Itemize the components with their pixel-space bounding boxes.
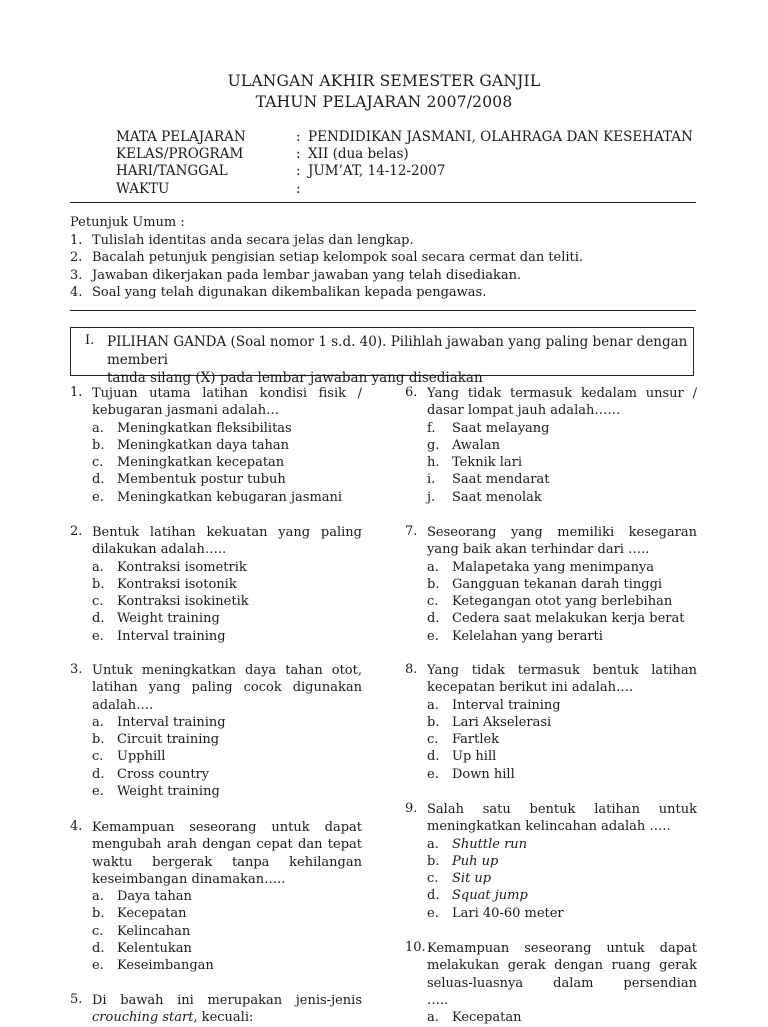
- option: e. Lari 40-60 meter: [427, 905, 564, 921]
- question-10: 10. Kemampuan seseorang untuk dapat melakukan gerak dengan ruang gerak seluas-luasnya dalam persendian ….. a. Kecepatan: [405, 940, 697, 1026]
- question-2: 2. Bentuk latihan kekuatan yang paling dilakukan adalah….. a. Kontraksi isometrik b. Kontraksi isotonik c. Kontraksi isokinetik d. Weight training e. Interval training: [70, 524, 362, 644]
- divider: [70, 310, 696, 311]
- question-1: 1. Tujuan utama latihan kondisi fisik / kebugaran jasmani adalah… a. Meningkatkan fleksibilitas b. Meningkatkan daya tahan c. Meningkatkan kecepatan d. Membentuk postur tubuh e. Meningkatkan kebugaran jasmani: [70, 385, 362, 505]
- option: a. Interval training: [92, 714, 226, 730]
- question-number: 3.: [70, 662, 83, 677]
- question-4: 4. Kemampuan seseorang untuk dapat mengubah arah dengan cepat dan tepat waktu bergerak tanpa kehilangan keseimbangan dinamakan….. a. Daya tahan b. Kecepatan c. Kelincahan d. Kelentukan e. Keseimbangan: [70, 819, 362, 974]
- info-value: XII (dua belas): [308, 146, 409, 162]
- section-heading-box: [70, 327, 694, 386]
- question-number: 5.: [70, 992, 83, 1007]
- question-number: 4.: [70, 819, 83, 834]
- info-value: JUM’AT, 14-12-2007: [308, 163, 446, 179]
- question-7: 7. Seseorang yang memiliki kesegaran yang baik akan terhindar dari ….. a. Malapetaka yang menimpanya b. Gangguan tekanan darah tinggi c. Ketegangan otot yang berlebihan d. Cedera saat melakukan kerja berat e. Kelelahan yang berarti: [405, 524, 697, 644]
- question-5: 5. Di bawah ini merupakan jenis-jenis crouching start, kecuali:: [70, 992, 362, 1026]
- instruction-item: 4. Soal yang telah digunakan dikembalikan kepada pengawas.: [70, 285, 487, 300]
- option: d. Up hill: [427, 749, 497, 765]
- question-8: 8. Yang tidak termasuk bentuk latihan kecepatan berikut ini adalah…. a. Interval training b. Lari Akselerasi c. Fartlek d. Up hill e. Down hill: [405, 662, 697, 782]
- instruction-item: 1. Tulislah identitas anda secara jelas dan lengkap.: [70, 232, 414, 248]
- option: b. Puh up: [427, 853, 499, 869]
- option: a. Malapetaka yang menimpanya: [427, 559, 655, 575]
- info-colon: :: [296, 181, 301, 197]
- option: d. Cross country: [92, 766, 210, 782]
- option: i. Saat mendarat: [427, 472, 550, 488]
- divider: [70, 202, 696, 203]
- option: a. Kecepatan: [427, 1010, 522, 1026]
- option: d. Cedera saat melakukan kerja berat: [427, 611, 685, 627]
- question-9: 9. Salah satu bentuk latihan untuk meningkatkan kelincahan adalah ….. a. Shuttle run b. Puh up c. Sit up d. Squat jump e. Lari 40-60 meter: [405, 801, 697, 921]
- option: e. Keseimbangan: [92, 958, 214, 974]
- question-3: 3. Untuk meningkatkan daya tahan otot, latihan yang paling cocok digunakan adalah…. a. Interval training b. Circuit training c. Upphill d. Cross country e. Weight training: [70, 662, 362, 800]
- question-number: 8.: [405, 662, 418, 677]
- option: c. Fartlek: [427, 732, 500, 748]
- option: d. Kelentukan: [92, 941, 192, 957]
- option: d. Membentuk postur tubuh: [92, 472, 286, 488]
- option: e. Weight training: [92, 784, 220, 800]
- option: e. Down hill: [427, 766, 515, 782]
- option: c. Sit up: [427, 871, 492, 887]
- exam-title: ULANGAN AKHIR SEMESTER GANJIL: [227, 72, 541, 90]
- info-label: KELAS/PROGRAM: [116, 146, 244, 162]
- option: a. Kontraksi isometrik: [92, 559, 247, 575]
- option: a. Interval training: [427, 697, 561, 713]
- option: a. Shuttle run: [427, 836, 528, 852]
- question-number: 7.: [405, 524, 418, 539]
- option: f. Saat melayang: [427, 420, 550, 436]
- info-label: MATA PELAJARAN: [116, 129, 246, 145]
- option: c. Meningkatkan kecepatan: [92, 455, 285, 471]
- option: j. Saat menolak: [427, 489, 542, 505]
- option: d. Squat jump: [427, 888, 528, 904]
- question-number: 10.: [405, 940, 426, 955]
- option: d. Weight training: [92, 611, 220, 627]
- academic-year: TAHUN PELAJARAN 2007/2008: [255, 93, 513, 111]
- option: g. Awalan: [427, 437, 500, 453]
- option: a. Daya tahan: [92, 889, 192, 905]
- info-colon: :: [296, 163, 301, 179]
- option: e. Kelelahan yang berarti: [427, 628, 603, 644]
- instruction-item: 3. Jawaban dikerjakan pada lembar jawaban yang telah disediakan.: [70, 267, 522, 283]
- option: b. Kontraksi isotonik: [92, 576, 237, 592]
- question-number: 1.: [70, 385, 83, 400]
- option: b. Kecepatan: [92, 906, 187, 922]
- general-instructions: [70, 214, 696, 302]
- question-number: 9.: [405, 801, 418, 816]
- section-instructions: PILIHAN GANDA (Soal nomor 1 s.d. 40). Pilihlah jawaban yang paling benar dengan memberi tanda silang (X) pada lembar jawaban yang disediakan: [107, 334, 688, 386]
- question-number: 6.: [405, 385, 418, 400]
- option: e. Meningkatkan kebugaran jasmani: [92, 489, 343, 505]
- option: b. Gangguan tekanan darah tinggi: [427, 576, 663, 592]
- option: c. Upphill: [92, 749, 166, 765]
- section-number: I.: [85, 333, 95, 348]
- option: c. Kontraksi isokinetik: [92, 594, 249, 610]
- option: e. Interval training: [92, 628, 226, 644]
- option: h. Teknik lari: [427, 455, 523, 471]
- instructions-heading: Petunjuk Umum :: [70, 215, 185, 230]
- option: b. Circuit training: [92, 732, 220, 748]
- option: a. Meningkatkan fleksibilitas: [92, 420, 292, 436]
- option: c. Kelincahan: [92, 923, 191, 939]
- info-colon: :: [296, 146, 301, 162]
- info-colon: :: [296, 129, 301, 145]
- question-number: 2.: [70, 524, 83, 539]
- instruction-item: 2. Bacalah petunjuk pengisian setiap kelompok soal secara cermat dan teliti.: [70, 250, 584, 265]
- info-value: PENDIDIKAN JASMANI, OLAHRAGA DAN KESEHATAN: [308, 129, 693, 145]
- option: c. Ketegangan otot yang berlebihan: [427, 594, 673, 610]
- option: b. Lari Akselerasi: [427, 714, 552, 730]
- question-6: 6. Yang tidak termasuk kedalam unsur / dasar lompat jauh adalah…… f. Saat melayang g. Awalan h. Teknik lari i. Saat mendarat j. Saat menolak: [405, 385, 697, 505]
- option: b. Meningkatkan daya tahan: [92, 437, 289, 453]
- info-label: WAKTU: [116, 181, 170, 197]
- info-label: HARI/TANGGAL: [116, 163, 228, 179]
